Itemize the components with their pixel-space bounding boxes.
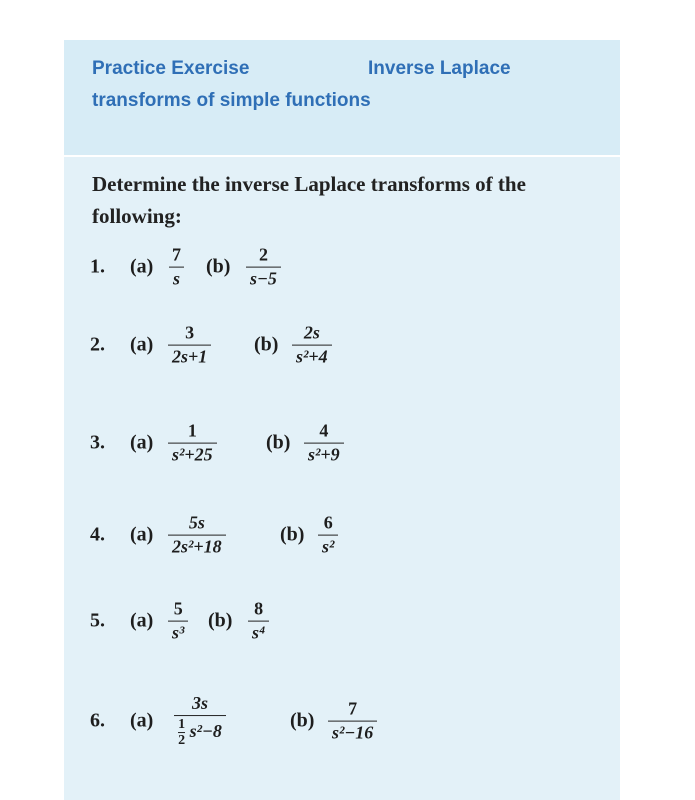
part-a-fraction bbox=[168, 324, 211, 367]
denominator: 2s+1 bbox=[168, 345, 211, 367]
part-b-fraction bbox=[292, 324, 332, 367]
part-b-label: (b) bbox=[290, 709, 315, 732]
part-b-label: (b) bbox=[254, 333, 279, 356]
denominator: s²+4 bbox=[292, 345, 332, 367]
denominator: s²+25 bbox=[168, 443, 217, 465]
part-a-label: (a) bbox=[130, 523, 154, 546]
coefficient-denominator: 2 bbox=[178, 732, 186, 748]
numerator: 3s bbox=[192, 693, 209, 714]
coefficient-fraction bbox=[178, 718, 185, 748]
problem-4 bbox=[90, 500, 590, 570]
denominator: s−5 bbox=[246, 267, 281, 289]
problem-number: 3. bbox=[90, 431, 105, 454]
part-b-fraction bbox=[318, 514, 338, 557]
problem-2 bbox=[90, 310, 590, 380]
numerator: 3 bbox=[185, 322, 195, 343]
denominator bbox=[174, 715, 226, 748]
part-a-label: (a) bbox=[130, 709, 154, 732]
part-b-label: (b) bbox=[208, 609, 233, 632]
problem-number: 6. bbox=[90, 709, 105, 732]
problem-5 bbox=[90, 586, 590, 656]
part-a-fraction bbox=[168, 694, 232, 748]
header-subtitle: transforms of simple functions bbox=[92, 90, 371, 111]
part-a-fraction bbox=[168, 600, 188, 643]
part-b-label: (b) bbox=[266, 431, 291, 454]
part-a-fraction bbox=[168, 514, 226, 557]
exercise-card bbox=[64, 40, 620, 800]
problem-number: 5. bbox=[90, 609, 105, 632]
part-a-fraction bbox=[168, 246, 185, 289]
problem-1 bbox=[90, 232, 590, 302]
exercise-intro: Determine the inverse Laplace transforms of the following: bbox=[92, 172, 526, 228]
numerator: 7 bbox=[172, 244, 181, 265]
part-a-fraction bbox=[168, 422, 217, 465]
part-b-label: (b) bbox=[206, 255, 231, 278]
coefficient-numerator: 1 bbox=[178, 716, 186, 732]
problem-number: 2. bbox=[90, 333, 105, 356]
denominator: s²+9 bbox=[304, 443, 344, 465]
numerator: 7 bbox=[348, 698, 358, 719]
denominator: s⁴ bbox=[248, 621, 269, 643]
numerator: 2 bbox=[258, 244, 268, 265]
problem-number: 4. bbox=[90, 523, 105, 546]
part-b-fraction bbox=[304, 422, 344, 465]
part-a-label: (a) bbox=[130, 609, 154, 632]
header-line-1 bbox=[92, 58, 511, 80]
numerator: 1 bbox=[187, 420, 197, 441]
part-a-label: (a) bbox=[130, 255, 154, 278]
part-a-label: (a) bbox=[130, 333, 154, 356]
numerator: 8 bbox=[254, 598, 264, 619]
problem-number: 1. bbox=[90, 255, 105, 278]
numerator: 6 bbox=[323, 512, 333, 533]
exercise-header bbox=[64, 40, 620, 157]
problem-6 bbox=[90, 676, 590, 766]
part-b-label: (b) bbox=[280, 523, 305, 546]
denominator-rest: s²−8 bbox=[189, 721, 222, 742]
header-right-title: Inverse Laplace bbox=[368, 58, 511, 79]
denominator: s²−16 bbox=[328, 721, 377, 743]
problem-3 bbox=[90, 408, 590, 478]
numerator: 2s bbox=[303, 322, 320, 343]
part-b-fraction bbox=[248, 600, 269, 643]
part-a-label: (a) bbox=[130, 431, 154, 454]
denominator: s² bbox=[318, 535, 338, 557]
part-b-fraction bbox=[328, 700, 377, 743]
denominator: 2s²+18 bbox=[168, 535, 226, 557]
numerator: 5 bbox=[173, 598, 183, 619]
numerator: 5s bbox=[188, 512, 205, 533]
part-b-fraction bbox=[246, 246, 281, 289]
denominator: s bbox=[169, 267, 184, 289]
header-left-title: Practice Exercise bbox=[92, 58, 250, 79]
denominator: s³ bbox=[168, 621, 188, 643]
numerator: 4 bbox=[319, 420, 329, 441]
